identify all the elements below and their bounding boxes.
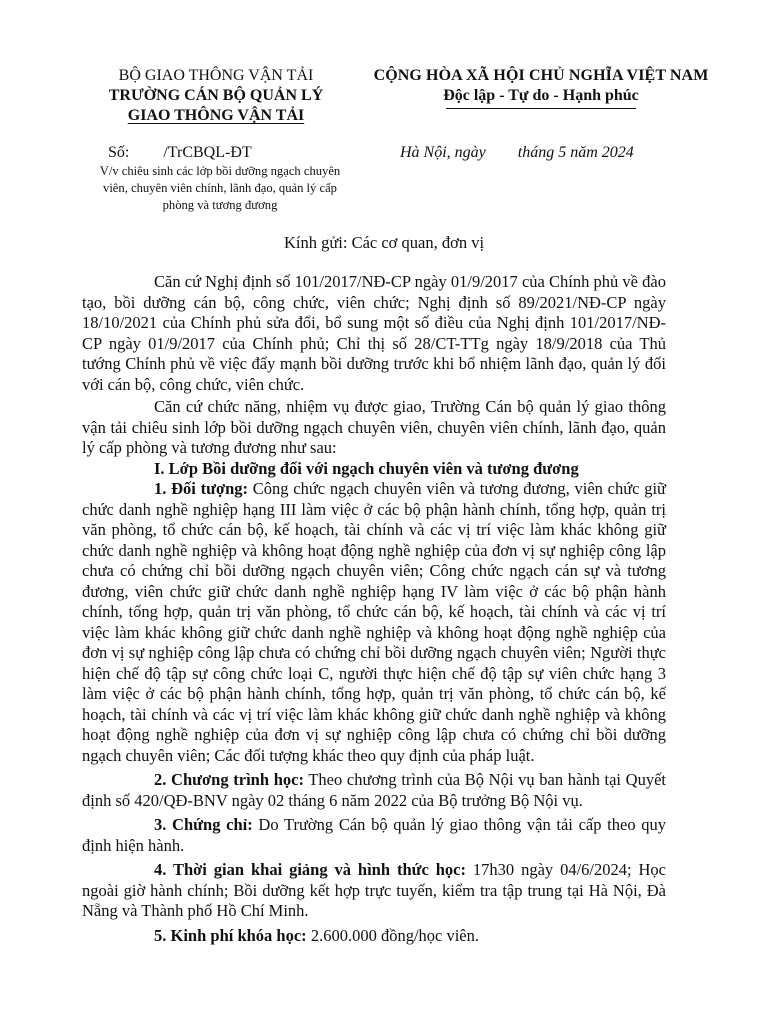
item-3-label: 3. Chứng chỉ: <box>154 815 253 834</box>
document-subject: V/v chiêu sinh các lớp bồi dưỡng ngạch chuyên viên, chuyên viên chính, lãnh đạo, quản lý cấp phòng và tương đương <box>99 164 341 212</box>
item-schedule <box>82 860 666 922</box>
item-2-text: Theo chương trình của Bộ Nội vụ ban hành tại Quyết định số 420/QĐ-BNV ngày 02 tháng 6 năm 2022 của Bộ trưởng Bộ Nội vụ. <box>82 770 667 810</box>
school-name-line1: TRƯỜNG CÁN BỘ QUẢN LÝ <box>108 87 324 104</box>
item-4-label: 4. Thời gian khai giảng và hình thức học: <box>154 860 467 879</box>
item-1-label: 1. Đối tượng: <box>154 479 249 498</box>
item-target-audience <box>82 479 666 766</box>
section-title-1: I. Lớp Bồi dưỡng đối với ngạch chuyên viên và tương đương <box>154 458 579 478</box>
document-body <box>82 272 666 946</box>
item-3-text: Do Trường Cán bộ quản lý giao thông vận tải cấp theo quy định hiện hành. <box>82 815 666 855</box>
item-4-text: 17h30 ngày 04/6/2024; Học ngoài giờ hành chính; Bồi dưỡng kết hợp trực tuyến, kiểm tra tập trung tại Hà Nội, Đà Nẵng và Thành phố Hồ Chí Minh. <box>82 860 666 920</box>
nation-name: CỘNG HÒA XÃ HỘI CHỦ NGHĨA VIỆT NAM <box>373 67 709 84</box>
ministry-name: BỘ GIAO THÔNG VẬN TẢI <box>118 67 314 84</box>
paragraph-mandate: Căn cứ chức năng, nhiệm vụ được giao, Trường Cán bộ quản lý giao thông vận tải chiêu sinh lớp bồi dưỡng ngạch chuyên viên, chuyên viên chính, lãnh đạo, quản lý cấp phòng và tương đương như sau: <box>82 397 666 457</box>
issuer-block <box>82 66 350 126</box>
item-certificate <box>82 815 666 856</box>
recipient-line: Kính gửi: Các cơ quan, đơn vị <box>283 233 485 252</box>
motto-divider <box>446 108 636 109</box>
document-number <box>108 144 252 162</box>
issue-date: Hà Nội, ngày tháng 5 năm 2024 <box>400 144 634 161</box>
school-name-line2 <box>82 106 350 126</box>
item-fee <box>82 926 666 947</box>
item-5-text: 2.600.000 đồng/học viên. <box>306 925 480 945</box>
national-motto: Độc lập - Tự do - Hạnh phúc <box>443 87 639 104</box>
document-number-code: /TrCBQL-ĐT <box>163 144 252 161</box>
school-name-line2-text: GIAO THÔNG VẬN TẢI <box>127 107 305 124</box>
paragraph-legal-basis: Căn cứ Nghị định số 101/2017/NĐ-CP ngày 01/9/2017 của Chính phủ về đào tạo, bồi dưỡng cán bộ, công chức, viên chức; Nghị định số 89/2021/NĐ-CP ngày 18/10/2021 của Chính phủ sửa đổi, bổ sung một số điều của Nghị định 101/2017/NĐ-CP ngày 01/9/2017 của Chính phủ; Chỉ thị số 28/CT-TTg ngày 18/9/2018 của Thủ tướng Chính phủ về việc đẩy mạnh bồi dưỡng trước khi bổ nhiệm lãnh đạo, quản lý đối với cán bộ, công chức, viên chức. <box>82 272 666 394</box>
document-number-label: Số: <box>108 144 130 161</box>
item-program <box>82 770 666 811</box>
item-2-label: 2. Chương trình học: <box>154 770 304 789</box>
item-1-text: Công chức ngạch chuyên viên và tương đương, viên chức giữ chức danh nghề nghiệp hạng III làm việc ở các bộ phận hành chính, tổng hợp, quản trị văn phòng, tổ chức cán bộ, kế hoạch, tài chính và các vị trí việc làm khác không giữ chức danh nghề nghiệp và không hoạt động nghề nghiệp của đơn vị sự nghiệp công lập chưa có chứng chỉ bồi dưỡng ngạch chuyên viên; Công chức ngạch cán sự và tương đương, viên chức giữ chức danh nghề nghiệp hạng IV làm việc ở các bộ phận hành chính, tổng hợp, quản trị văn phòng, tổ chức cán bộ, kế hoạch, tài chính và các vị trí việc làm khác không giữ chức danh nghề nghiệp và không hoạt động nghề nghiệp của đơn vị sự nghiệp công lập chưa có chứng chỉ bồi dưỡng ngạch chuyên viên; Người thực hiện chế độ tập sự công chức loại C, người thực hiện chế độ tập sự viên chức hạng 3 làm việc ở các bộ phận hành chính, tổng hợp, quản trị văn phòng, tổ chức cán bộ, kế hoạch, tài chính và các vị trí việc làm khác không giữ chức danh nghề nghiệp và không hoạt động nghề nghiệp của đơn vị sự nghiệp công lập chưa có chứng chỉ bồi dưỡng ngạch chuyên viên; Các đối tượng khác theo quy định của pháp luật. <box>82 479 666 765</box>
item-5-label: 5. Kinh phí khóa học: <box>154 925 307 945</box>
national-header <box>350 66 732 109</box>
